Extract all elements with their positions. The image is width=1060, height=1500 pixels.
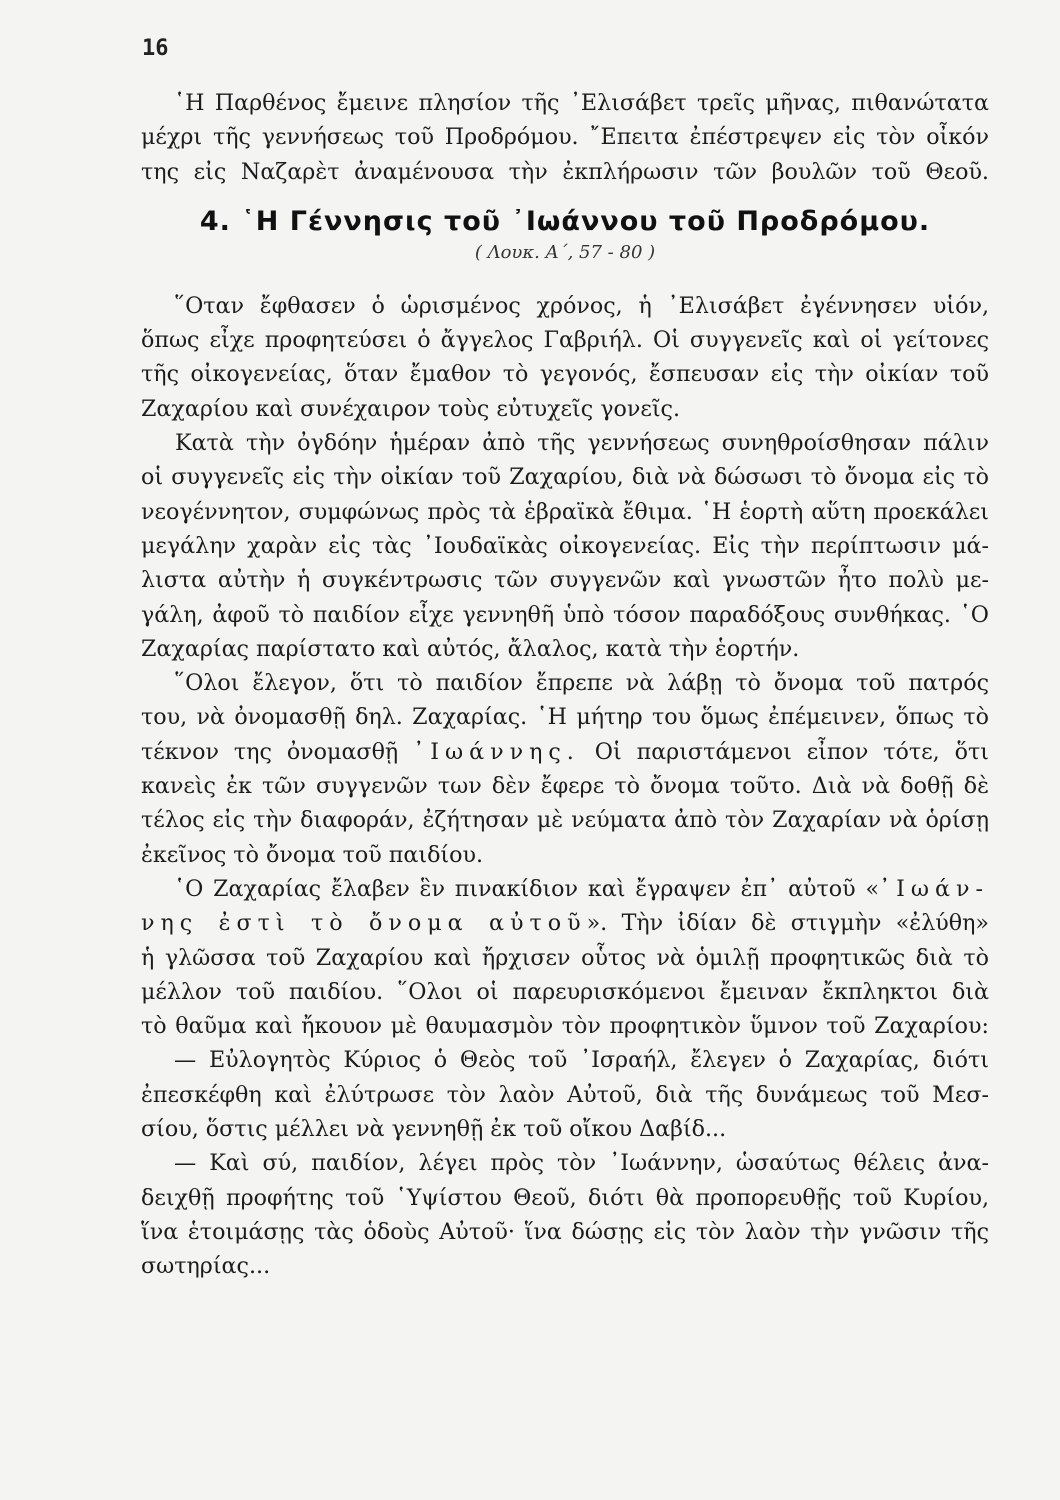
text-line: του, νὰ ὀνομασθῇ δηλ. Ζαχαρίας. ῾Η μήτηρ του ὅμως ἐπέμεινεν, ὅπως τὸ [141,704,989,731]
text-line: ἐκεῖνος τὸ ὄνομα τοῦ παιδίου. [141,841,484,868]
text-line: τὸ θαῦμα καὶ ἤκουον μὲ θαυμασμὸν τὸν προφητικὸν ὕμνον τοῦ Ζαχαρίου: [141,1013,989,1040]
scripture-reference: ( Λουκ. Α΄, 57 - 80 ) [474,241,656,263]
text-line: ὅπως εἶχε προφητεύσει ὁ ἄγγελος Γαβριήλ. Οἱ συγγενεῖς καὶ οἱ γείτονες [141,327,989,354]
page-number: 16 [142,36,169,61]
spaced-name: ᾿Ιωάννης. [413,738,580,765]
text-fragment: τέκνον της ὀνομασθῇ [141,738,399,765]
text-line: μέχρι τῆς γεννήσεως τοῦ Προδρόμου. ῎Επειτα ἐπέστρεψεν εἰς τὸν οἶκόν [141,124,989,151]
text-body [141,86,989,1284]
text-line: Κατὰ τὴν ὀγδόην ἡμέραν ἀπὸ τῆς γεννήσεως συνηθροίσθησαν πάλιν [175,430,989,457]
paragraph-eighth-day [141,426,989,666]
text-line [141,906,989,940]
text-line: — Εὐλογητὸς Κύριος ὁ Θεὸς τοῦ ᾿Ισραήλ, ἔλεγεν ὁ Ζαχαρίας, διότι [174,1047,989,1074]
paragraph-tablet [141,872,989,1043]
text-line: ῞Οταν ἔφθασεν ὁ ὡρισμένος χρόνος, ἡ ᾿Ελισάβετ ἐγέννησεν υἱόν, [174,292,989,319]
text-fragment: Οἱ παριστάμενοι εἶπον τότε, ὅτι [594,738,989,765]
spaced-name: ᾿Ιωάν- [879,875,989,902]
section-heading: 4. ῾Η Γέννησις τοῦ ᾿Ιωάννου τοῦ Προδρόμου. [199,205,931,237]
paragraph-hymn-1 [141,1043,989,1146]
text-line: ἐπεσκέφθη καὶ ἐλύτρωσε τὸν λαὸν Αὐτοῦ, διὰ τῆς δυνάμεως τοῦ Μεσ- [141,1081,989,1108]
paragraph-birth [141,289,989,426]
text-line: λιστα αὐτὴν ἡ συγκέντρωσις τῶν συγγενῶν καὶ γνωστῶν ἦτο πολὺ με- [141,567,989,594]
text-line: τέλος εἰς τὴν διαφοράν, ἐζήτησαν μὲ νεύματα ἀπὸ τὸν Ζαχαρίαν νὰ ὁρίσῃ [141,807,989,834]
text-line: μεγάλην χαρὰν εἰς τὰς ᾿Ιουδαϊκὰς οἰκογενείας. Εἰς τὴν περίπτωσιν μά- [141,532,989,559]
text-line: νεογέννητον, συμφώνως πρὸς τὰ ἑβραϊκὰ ἔθιμα. ῾Η ἑορτὴ αὕτη προεκάλει [141,498,989,525]
spaced-text: νης ἐστὶ τὸ ὄνομα αὐτοῦ [141,910,587,937]
text-line: ῞Ολοι ἔλεγον, ὅτι τὸ παιδίον ἔπρεπε νὰ λάβῃ τὸ ὄνομα τοῦ πατρός [174,670,989,697]
text-line: ῾Η Παρθένος ἔμεινε πλησίον τῆς ᾿Ελισάβετ τρεῖς μῆνας, πιθανώτατα [174,90,989,116]
text-line: ἵνα ἑτοιμάσῃς τὰς ὁδοὺς Αὐτοῦ· ἵνα δώσῃς εἰς τὸν λαὸν τὴν γνῶσιν τῆς [141,1218,989,1245]
text-fragment: ». Τὴν ἰδίαν δὲ στιγμὴν «ἐλύθη» [586,910,989,937]
text-line: ἡ γλῶσσα τοῦ Ζαχαρίου καὶ ἤρχισεν οὗτος νὰ ὁμιλῇ προφητικῶς διὰ τὸ [141,944,989,971]
text-line: — Καὶ σύ, παιδίον, λέγει πρὸς τὸν ᾿Ιωάννην, ὡσαύτως θέλεις ἀνα- [174,1150,989,1177]
text-line [141,735,989,769]
text-line: τῆς οἰκογενείας, ὅταν ἔμαθον τὸ γεγονός, ἔσπευσαν εἰς τὴν οἰκίαν τοῦ [141,361,989,388]
intro-paragraph [141,86,989,189]
text-line: γάλη, ἀφοῦ τὸ παιδίον εἶχε γεννηθῆ ὑπὸ τόσον παραδόξους συνθήκας. ῾Ο [141,601,989,628]
text-line: δειχθῇ προφήτης τοῦ ῾Υψίστου Θεοῦ, διότι θὰ προπορευθῇς τοῦ Κυρίου, [141,1184,989,1211]
paragraph-naming [141,666,989,872]
text-line: οἱ συγγενεῖς εἰς τὴν οἰκίαν τοῦ Ζαχαρίου, διὰ νὰ δώσωσι τὸ ὄνομα εἰς τὸ [141,464,989,491]
text-line: Ζαχαρίας παρίστατο καὶ αὐτός, ἄλαλος, κατὰ τὴν ἑορτήν. [141,635,800,662]
text-line [141,872,989,906]
text-line: Ζαχαρίου καὶ συνέχαιρον τοὺς εὐτυχεῖς γονεῖς. [141,395,681,422]
text-fragment: ῾Ο Ζαχαρίας ἔλαβεν ἓν πινακίδιον καὶ ἔγραψεν ἐπ᾿ αὐτοῦ « [174,875,880,902]
text-line: της εἰς Ναζαρὲτ ἀναμένουσα τὴν ἐκπλήρωσιν τῶν βουλῶν τοῦ Θεοῦ. [141,158,989,185]
text-line: σωτηρίας... [141,1253,271,1280]
text-line: σίου, ὅστις μέλλει νὰ γεννηθῇ ἐκ τοῦ οἴκου Δαβίδ... [141,1116,727,1143]
text-line: μέλλον τοῦ παιδίου. ῞Ολοι οἱ παρευρισκόμενοι ἔμειναν ἔκπληκτοι διὰ [141,978,989,1005]
paragraph-hymn-2 [141,1146,989,1283]
text-line: κανεὶς ἐκ τῶν συγγενῶν των δὲν ἔφερε τὸ ὄνομα τοῦτο. Διὰ νὰ δοθῇ δὲ [141,773,989,800]
